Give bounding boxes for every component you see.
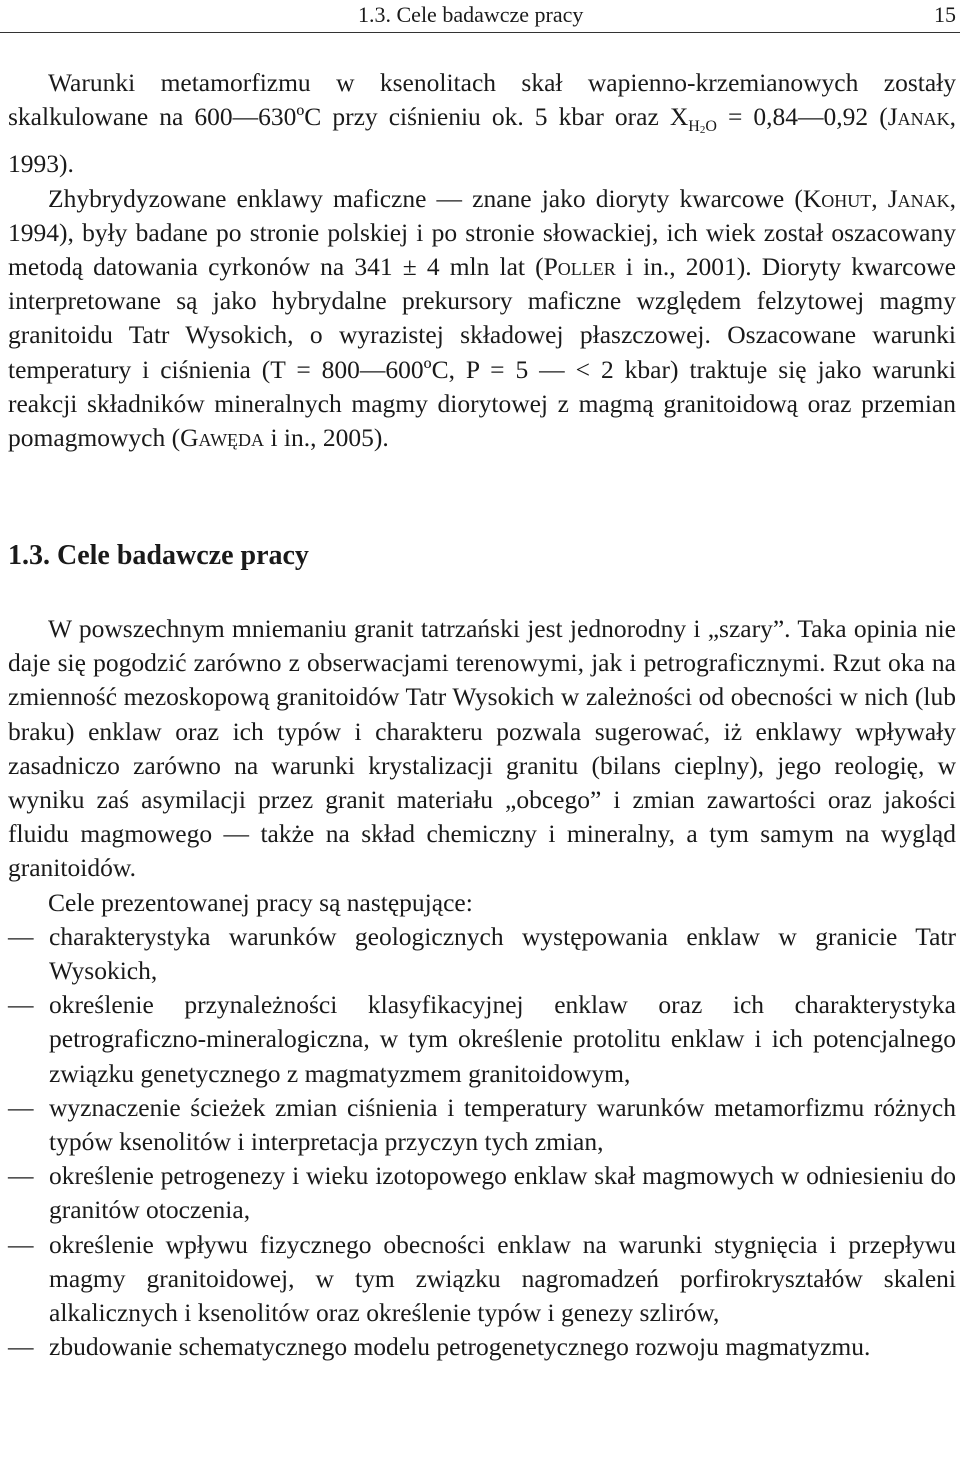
list-item: — określenie przynależności klasyfikacyjnej enklaw oraz ich charakterystyka petrograficzno-mineralogiczna, w tym określenie protolitu enklaw i ich potencjalnego związku genetycznego z magmatyzmem granitoidowym, bbox=[8, 990, 956, 1088]
author-citation: Kohut bbox=[802, 183, 872, 213]
dash-bullet: — bbox=[8, 1161, 34, 1191]
section-heading: 1.3. Cele badawcze pracy bbox=[8, 540, 309, 571]
list-item: — zbudowanie schematycznego modelu petrogenetycznego rozwoju magmatyzmu. bbox=[8, 1330, 956, 1364]
paragraph-hybrid-enclaves: Zhybrydyzowane enklawy maficzne — znane jako dioryty kwarcowe (Kohut, Janak, 1994), były badane po stronie polskiej i po stronie słowackiej, ich wiek został oszacowany metodą datowania cyrkonów na 341 ± 4 mln lat (Poller i in., 2001). Dioryty kwarcowe interpretowane są jako hybrydalne prekursory maficzne względem felzytowej magmy granitoidu Tatr Wysokich, o wyrazistej składowej płaszczowej. Oszacowane warunki temperatury i ciśnienia (T = 800—600ºC, P = 5 — < 2 kbar) traktuje się jako warunki reakcji składników mineralnych magmy diorytowej z magmą granitoidową oraz przemian pomagmowych (Gawęda i in., 2005). bbox=[8, 183, 957, 453]
paragraph-granite-variability: W powszechnym mniemaniu granit tatrzański jest jednorodny i „szary”. Taka opinia nie daje się pogodzić zarówno z obserwacjami terenowymi, jak i petrograficznymi. Rzut oka na zmienność mezoskopową granitoidów Tatr Wysokich w zależności od obecności w nich (lub braku) enklaw oraz ich typów i charakteru pozwala sugerować, iż enklawy wpływały zasadniczo zarówno na warunki krystalizacji granitu (bilans cieplny), jego reologię, w wyniku zaś asymilacji przez granit materiału „obcego” i zmian zawartości oraz jakości fluidu magmowego — także na skład chemiczny i mineralny, a tym samym na wygląd granitoidów. bbox=[8, 614, 956, 883]
paragraph-metamorphism-conditions: Warunki metamorfizmu w ksenolitach skał wapienno-krzemianowych zostały skalkulowane na 600—630ºC przy ciśnieniu ok. 5 kbar oraz $X_{H2O}$ = 0,84—0,92 (Janak, 1993). bbox=[8, 68, 956, 179]
list-item: — charakterystyka warunków geologicznych występowania enklaw w granicie Tatr Wysokich, bbox=[8, 921, 956, 986]
list-item: — określenie petrogenezy i wieku izotopowego enklaw skał magmowych w odniesieniu do granitów otoczenia, bbox=[8, 1161, 956, 1225]
subscript-h2o: H2O bbox=[688, 118, 717, 137]
author-citation: Janak bbox=[887, 183, 950, 213]
dash-bullet: — bbox=[8, 921, 34, 951]
section-body bbox=[8, 612, 956, 1364]
list-item: — określenie wpływu fizycznego obecności enklaw na warunki stygnięcia i przepływu magmy granitoidowej, w tym związku nagromadzeń porfirokryształów skaleni alkalicznych i ksenolitów oraz określenie typów i genezy szlirów, bbox=[8, 1229, 956, 1328]
aims-list bbox=[8, 920, 956, 1365]
list-item: — wyznaczenie ścieżek zmian ciśnienia i temperatury warunków metamorfizmu różnych typów ksenolitów i interpretacja przyczyn tych zmian, bbox=[8, 1092, 956, 1157]
author-citation: Gawęda bbox=[180, 423, 265, 453]
previous-section-text bbox=[8, 66, 956, 455]
running-header bbox=[0, 0, 960, 33]
dash-bullet: — bbox=[8, 1229, 34, 1259]
author-citation: Janak bbox=[887, 102, 950, 132]
page-number: 15 bbox=[934, 2, 956, 27]
dash-bullet: — bbox=[8, 1092, 34, 1122]
dash-bullet: — bbox=[8, 1332, 34, 1362]
running-title: 1.3. Cele badawcze pracy bbox=[358, 2, 584, 27]
dash-bullet: — bbox=[8, 990, 34, 1020]
author-citation: Poller bbox=[543, 252, 616, 282]
paragraph-aims-intro: Cele prezentowanej pracy są następujące: bbox=[48, 887, 473, 917]
